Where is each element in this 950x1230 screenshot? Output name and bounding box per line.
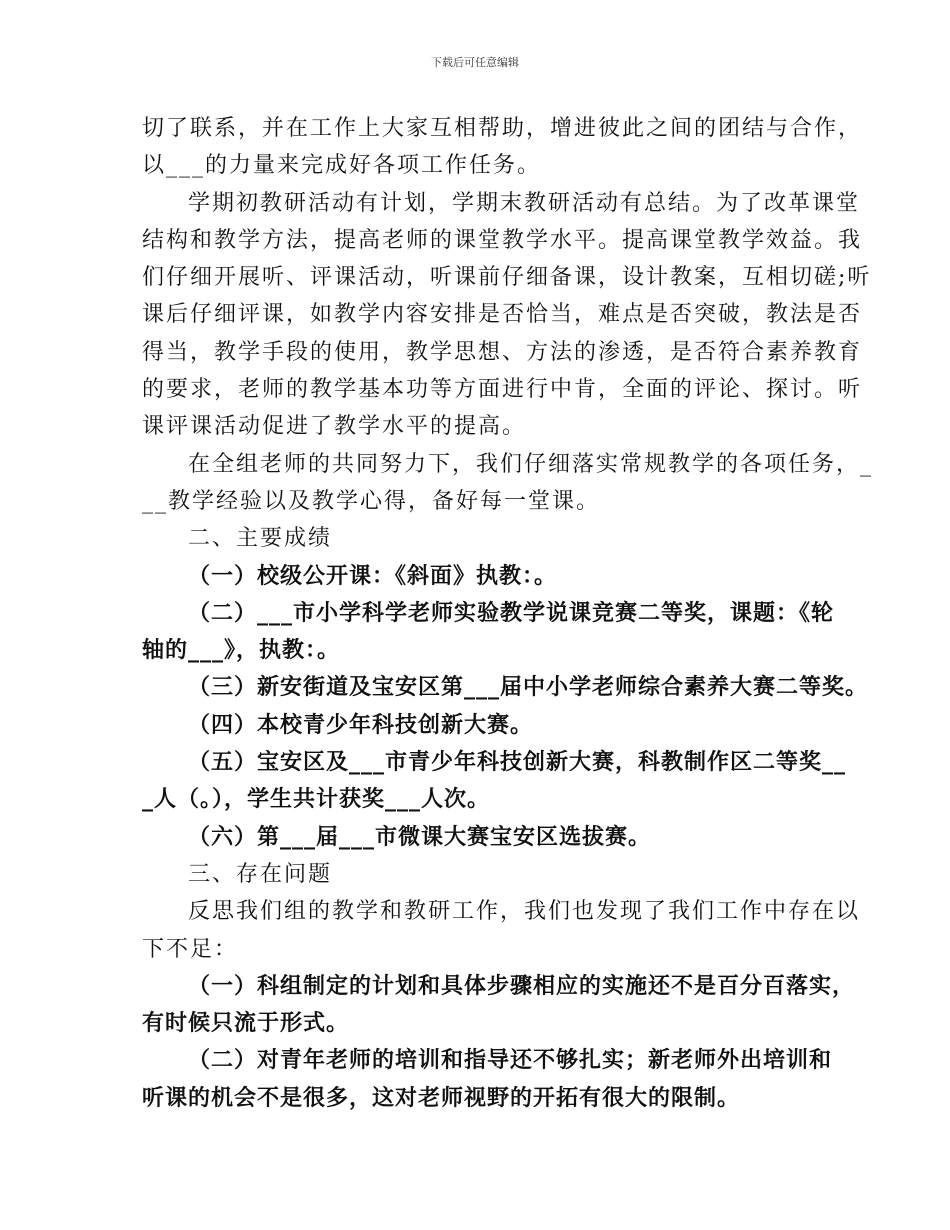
achievement-item-2: （二）___市小学科学老师实验教学说课竞赛二等奖，课题：《轮 [188, 599, 835, 626]
problem-item-2-cont: 听课的机会不是很多，这对老师视野的开拓有很大的限制。 [142, 1084, 741, 1111]
text-line-3: 学期初教研活动有计划，学期末教研活动有总结。为了改革课堂 [188, 190, 861, 216]
text-line-6: 课后仔细评课，如教学内容安排是否恰当，难点是否突破，教法是否 [142, 302, 863, 328]
problem-item-1-cont: 有时候只流于形式。 [142, 1010, 350, 1037]
achievement-item-3: （三）新安街道及宝安区第___届中小学老师综合素养大赛二等奖。 [188, 674, 869, 701]
problem-item-2: （二）对青年老师的培训和指导还不够扎实；新老师外出培训和 [188, 1047, 833, 1074]
achievement-item-4: （四）本校青少年科技创新大赛。 [188, 711, 534, 738]
text-line-7: 得当，教学手段的使用，教学思想、方法的渗透，是否符合素养教育 [142, 339, 863, 365]
text-line-reflection-cont: 下不足： [142, 936, 239, 962]
achievement-item-6: （六）第___届___市微课大赛宝安区选拔赛。 [188, 823, 652, 850]
text-line-5: 们仔细开展听、评课活动，听课前仔细备课，设计教案，互相切磋;听 [142, 265, 872, 291]
document-body [142, 110, 874, 1117]
problem-item-1: （一）科组制定的计划和具体步骤相应的实施还不是百分百落实， [188, 972, 856, 999]
achievement-item-1: （一）校级公开课：《斜面》执教：。 [188, 562, 558, 589]
achievement-item-5-cont: _人（。），学生共计获奖___人次。 [142, 786, 491, 813]
text-line-4: 结构和教学方法，提高老师的课堂教学水平。提高课堂教学效益。我 [142, 227, 863, 253]
text-line-8: 的要求，老师的教学基本功等方面进行中肯，全面的评论、探讨。听 [142, 377, 863, 403]
text-line-9: 课评课活动促进了教学水平的提高。 [142, 414, 527, 440]
achievement-item-2-cont: 轴的___》，执教：。 [142, 637, 341, 664]
achievement-item-5: （五）宝安区及___市青少年科技创新大赛，科教制作区二等奖__ [188, 749, 847, 776]
page-header-note: 下载后可任意编辑 [431, 56, 519, 69]
text-line-2: 以___的力量来完成好各项工作任务。 [142, 153, 542, 179]
section-heading-problems: 三、存在问题 [188, 861, 333, 887]
text-line-reflection: 反思我们组的教学和教研工作，我们也发现了我们工作中存在以 [188, 899, 861, 925]
text-line-10: 在全组老师的共同努力下，我们仔细落实常规教学的各项任务，_ [188, 451, 874, 477]
section-heading-achievements: 二、主要成绩 [188, 526, 333, 552]
text-line-11: __教学经验以及教学心得，备好每一堂课。 [142, 488, 601, 514]
text-line-1: 切了联系，并在工作上大家互相帮助，增进彼此之间的团结与合作， [142, 116, 863, 141]
